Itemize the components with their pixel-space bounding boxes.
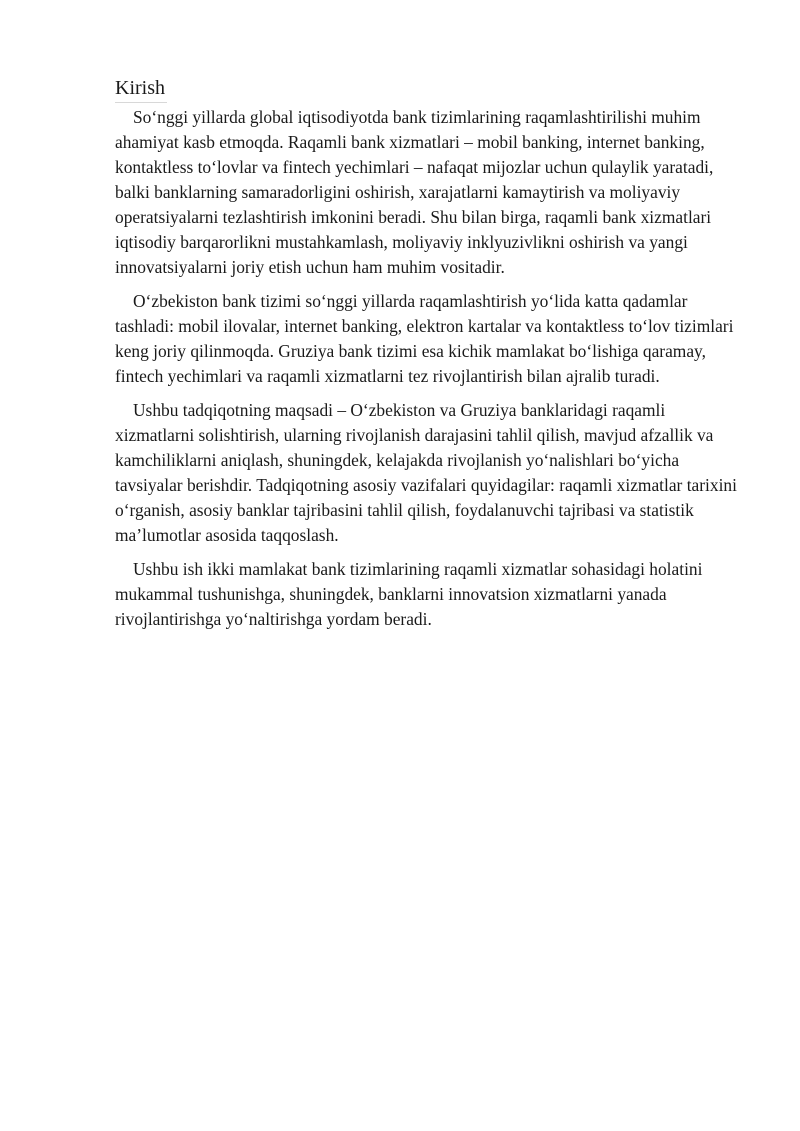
paragraph-1: So‘nggi yillarda global iqtisodiyotda bank tizimlarining raqamlashtirilishi muhim ahamiyat kasb etmoqda. Raqamli bank xizmatlari – mobil banking, internet banking, kontaktless to‘lovlar va fintech yechimlari – nafaqat mijozlar uchun qulaylik yaratadi, balki banklarning samaradorligini oshirish, xarajatlarni kamaytirish va moliyaviy operatsiyalarni tezlashtirish imkonini beradi. Shu bilan birga, raqamli bank xizmatlari iqtisodiy barqarorlikni mustahkamlash, moliyaviy inklyuzivlikni oshirish va yangi innovatsiyalarni joriy etish uchun ham muhim vositadir. <box>115 107 714 277</box>
paragraph-2: O‘zbekiston bank tizimi so‘nggi yillarda raqamlashtirish yo‘lida katta qadamlar tashladi: mobil ilovalar, internet banking, elektron kartalar va kontaktless to‘lov tizimlari keng joriy qilinmoqda. Gruziya bank tizimi esa kichik mamlakat bo‘lishiga qaramay, fintech yechimlari va raqamli xizmatlarni tez rivojlantirish bilan ajralib turadi. <box>115 291 734 386</box>
paragraph-4: Ushbu ish ikki mamlakat bank tizimlarining raqamli xizmatlar sohasidagi holatini mukammal tushunishga, shuningdek, banklarni innovatsion xizmatlarni yanada rivojlantirishga yo‘naltirishga yordam beradi. <box>115 559 703 629</box>
section-heading: Kirish <box>115 74 167 103</box>
document-body <box>115 74 745 641</box>
paragraph-3: Ushbu tadqiqotning maqsadi – O‘zbekiston va Gruziya banklaridagi raqamli xizmatlarni solishtirish, ularning rivojlanish darajasini tahlil qilish, mavjud afzallik va kamchiliklarni aniqlash, shuningdek, kelajakda rivojlanish yo‘nalishlari bo‘yicha tavsiyalar berishdir. Tadqiqotning asosiy vazifalari quyidagilar: raqamli xizmatlar tarixini o‘rganish, asosiy banklar tajribasini tahlil qilish, foydalanuvchi tajribasi va statistik ma’lumotlar asosida taqqoslash. <box>115 400 737 545</box>
